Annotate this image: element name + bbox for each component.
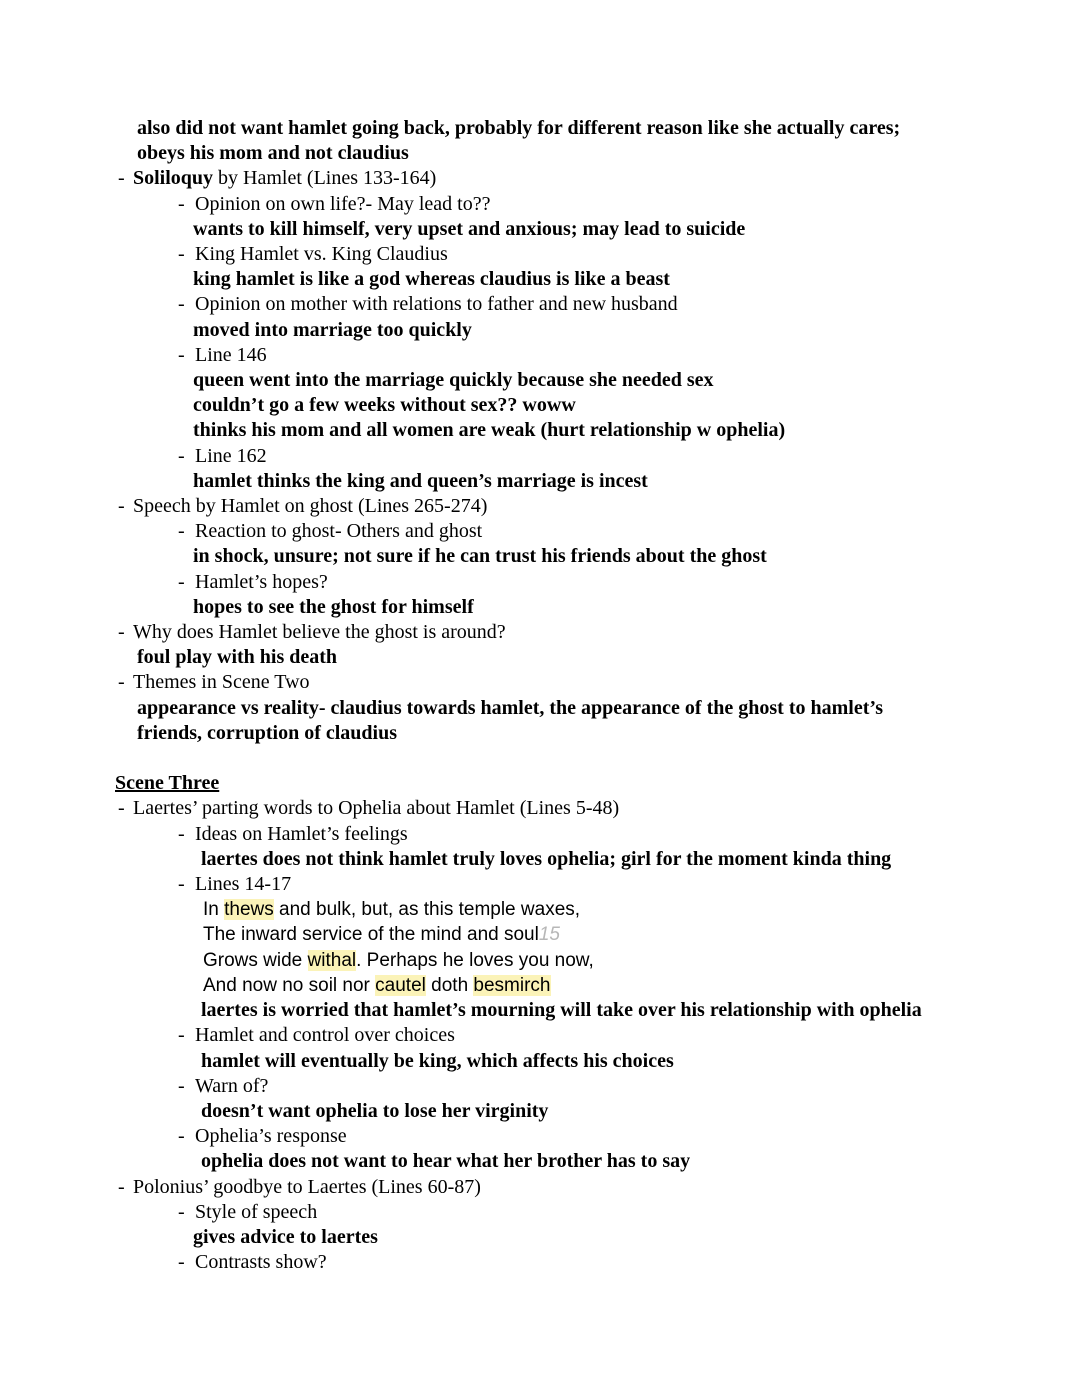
bullet-hyphen: - [178,1074,185,1097]
quote-line [115,948,1080,973]
bullet-hyphen: - [178,520,185,543]
bullet-hyphen: - [178,873,185,896]
bullet-line [115,872,1080,897]
bullet-hyphen: - [178,293,185,316]
bullet-hyphen: - [178,1251,185,1274]
text-segment: hamlet will eventually be king, which affects his choices [201,1049,674,1072]
bullet-line [115,166,1080,191]
text-segment: wants to kill himself, very upset and anxious; may lead to suicide [193,217,746,240]
text-segment: Line 162 [195,444,267,467]
bullet-hyphen: - [118,1175,125,1198]
text-segment: Laertes’ parting words to Ophelia about Hamlet (Lines 5-48) [133,797,620,820]
bullet-hyphen: - [118,621,125,644]
text-segment: ophelia does not want to hear what her brother has to say [201,1150,691,1173]
bullet-hyphen: - [178,243,185,266]
bullet-line [115,1124,1080,1149]
line-number-annotation: 15 [538,924,560,946]
text-segment: laertes does not think hamlet truly loves ophelia; girl for the moment kinda thing [201,847,892,870]
bullet-line [115,822,1080,847]
text-segment: Speech by Hamlet on ghost (Lines 265-274) [133,495,488,518]
bullet-line [115,620,1080,645]
text-segment: Ideas on Hamlet’s feelings [195,822,408,845]
text-segment: Grows wide [203,949,308,971]
note-line [115,1225,1080,1250]
text-segment: friends, corruption of claudius [137,721,398,744]
bullet-hyphen: - [178,822,185,845]
text-segment: Ophelia’s response [195,1125,347,1148]
text-segment: and bulk, but, as this temple waxes, [273,899,581,921]
bullet-hyphen: - [178,1125,185,1148]
text-segment: by Hamlet (Lines 133-164) [213,167,437,190]
text-segment: hamlet thinks the king and queen’s marriage is incest [193,469,648,492]
text-segment: Why does Hamlet believe the ghost is around? [133,621,506,644]
text-segment: in shock, unsure; not sure if he can trust his friends about the ghost [193,545,767,568]
text-segment: doth [425,974,474,996]
bullet-hyphen: - [178,444,185,467]
note-line [115,595,1080,620]
text-segment: Scene Three [115,772,220,795]
bullet-hyphen: - [118,167,125,190]
text-segment: obeys his mom and not claudius [137,142,409,165]
bullet-line [115,192,1080,217]
text-segment: Warn of? [195,1074,269,1097]
note-line [115,141,1080,166]
text-segment: foul play with his death [137,646,338,669]
text-segment: laertes is worried that hamlet’s mourning will take over his relationship with ophelia [201,999,922,1022]
text-segment: King Hamlet vs. King Claudius [195,243,448,266]
bullet-line [115,292,1080,317]
highlighted-term: besmirch [473,974,551,996]
text-segment: Opinion on mother with relations to father and new husband [195,293,678,316]
text-segment: Reaction to ghost- Others and ghost [195,520,483,543]
highlighted-term: thews [224,899,274,921]
text-segment: Soliloquy [133,167,214,190]
note-line [115,116,1080,141]
bullet-line [115,670,1080,695]
bullet-hyphen: - [118,797,125,820]
bullet-line [115,242,1080,267]
bullet-hyphen: - [178,1024,185,1047]
highlighted-term: withal [307,949,357,971]
text-segment: couldn’t go a few weeks without sex?? woww [193,394,576,417]
note-line [115,217,1080,242]
bullet-line [115,1250,1080,1275]
text-segment: . Perhaps he loves you now, [356,949,594,971]
text-segment: also did not want hamlet going back, probably for different reason like she actually cares; [137,117,901,139]
text-segment: appearance vs reality- claudius towards hamlet, the appearance of the ghost to hamlet’s [137,696,884,719]
bullet-hyphen: - [118,671,125,694]
bullet-line [115,444,1080,469]
text-segment: In [203,899,225,921]
bullet-line [115,519,1080,544]
note-line [115,645,1080,670]
quote-line [115,897,1080,922]
blank-line [115,746,1080,771]
bullet-line [115,343,1080,368]
text-segment: Opinion on own life?- May lead to?? [195,192,491,215]
text-segment: king hamlet is like a god whereas claudius is like a beast [193,268,670,291]
text-segment: Line 146 [195,343,267,366]
text-segment: queen went into the marriage quickly because she needed sex [193,369,714,392]
text-segment: thinks his mom and all women are weak (hurt relationship w ophelia) [193,419,786,442]
quote-line [115,973,1080,998]
bullet-hyphen: - [178,343,185,366]
note-line [115,721,1080,746]
text-segment: Contrasts show? [195,1251,327,1274]
text-segment: Hamlet’s hopes? [195,570,328,593]
text-segment: Hamlet and control over choices [195,1024,455,1047]
note-line [115,393,1080,418]
bullet-line [115,570,1080,595]
bullet-line [115,796,1080,821]
text-segment: Lines 14-17 [195,873,292,896]
bullet-hyphen: - [178,1200,185,1223]
note-line [115,1049,1080,1074]
bullet-line [115,1023,1080,1048]
text-segment: moved into marriage too quickly [193,318,472,341]
bullet-line [115,1175,1080,1200]
note-line [115,368,1080,393]
text-segment: The inward service of the mind and soul [203,924,539,946]
note-line [115,1149,1080,1174]
bullet-hyphen: - [178,570,185,593]
text-segment: gives advice to laertes [193,1225,378,1248]
text-segment: And now no soil nor [203,974,376,996]
bullet-line [115,1074,1080,1099]
highlighted-term: cautel [375,974,426,996]
note-line [115,544,1080,569]
section-heading [115,771,1080,796]
bullet-line [115,494,1080,519]
bullet-hyphen: - [178,192,185,215]
note-line [115,998,1080,1023]
note-line [115,847,1080,872]
note-line [115,418,1080,443]
bullet-hyphen: - [118,495,125,518]
text-segment: doesn’t want ophelia to lose her virginity [201,1099,549,1122]
text-segment: hopes to see the ghost for himself [193,595,474,618]
note-line [115,267,1080,292]
text-segment: Themes in Scene Two [133,671,310,694]
note-line [115,318,1080,343]
quote-line [115,922,1080,947]
text-segment: Polonius’ goodbye to Laertes (Lines 60-87) [133,1175,481,1198]
note-line [115,1099,1080,1124]
note-line [115,696,1080,721]
bullet-line [115,1200,1080,1225]
document-content [115,116,1080,1275]
note-line [115,469,1080,494]
text-segment: Style of speech [195,1200,318,1223]
